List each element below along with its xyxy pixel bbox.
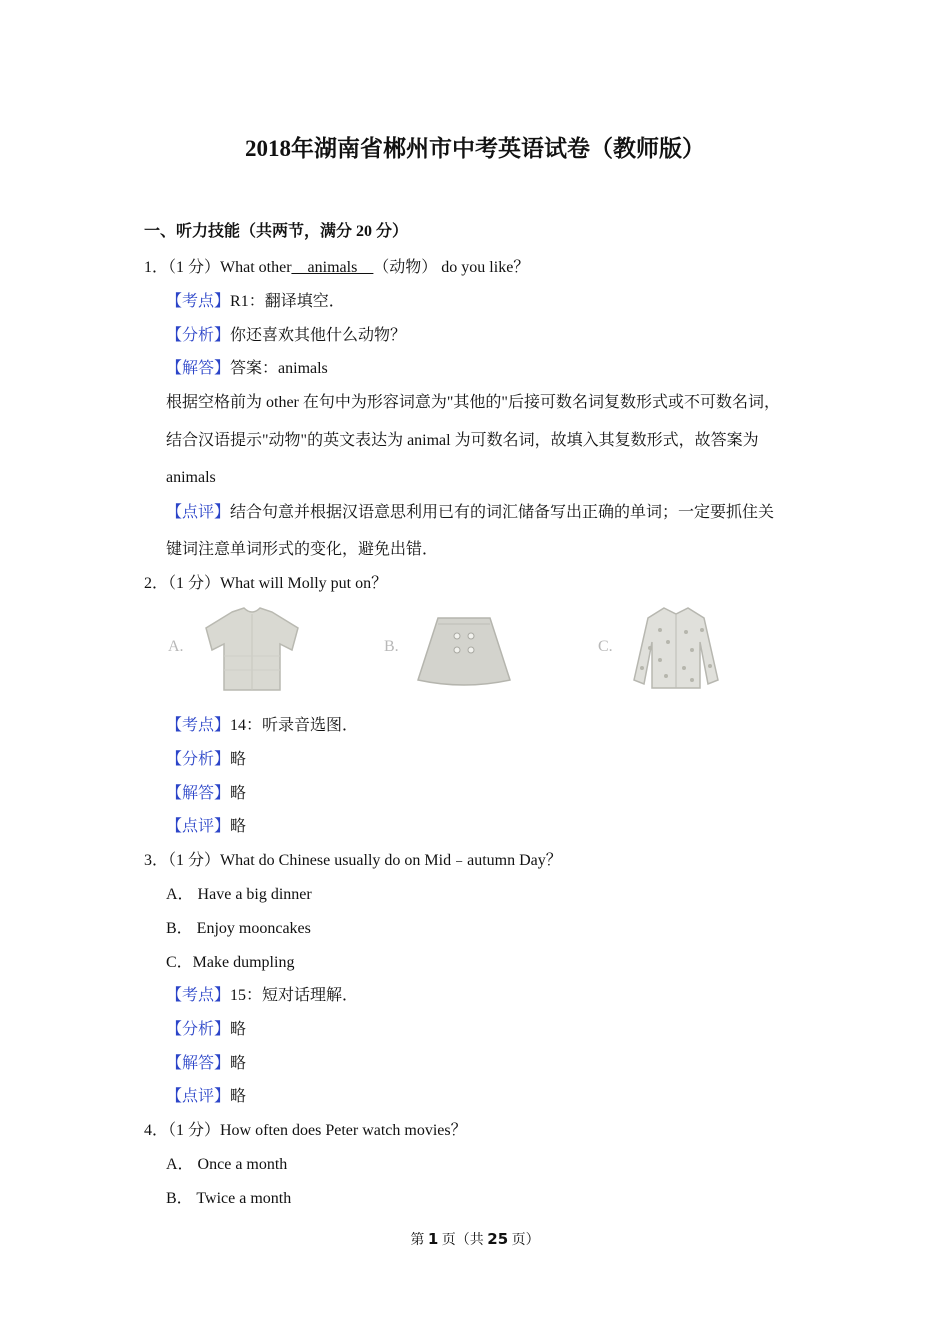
total-pages: 25 [487,1230,509,1248]
footer-suffix: 页） [511,1233,540,1248]
option-b-label: B. [384,638,399,655]
dianping-tag: 【点评】 [166,818,231,835]
q3-option-a: A． Have a big dinner [166,886,312,903]
q2-fenxi [166,748,246,772]
q3-option-b: B． Enjoy mooncakes [166,920,311,937]
shirt-icon [202,606,302,692]
kaodian-tag: 【考点】 [166,717,231,734]
page-footer [0,1229,950,1251]
q1-explain-line-1: 根据空格前为 other 在句中为形容词意为"其他的"后接可数名词复数形式或不可数名词， [166,394,780,411]
question-1 [144,256,529,280]
q3-option-c: C．Make dumpling [166,954,295,971]
q4-option-b: B． Twice a month [166,1190,292,1207]
q3-dianping [166,1085,246,1109]
fenxi-tag: 【分析】 [166,327,231,344]
q3-jieda [166,1052,246,1076]
q2-kaodian [166,714,358,738]
kaodian-text: 15：短对话理解． [230,987,359,1004]
question-3: 3．（1 分）What do Chinese usually do on Mid﹣autumn Day？ [144,852,562,869]
option-a-label: A. [168,638,184,655]
q1-explain-line-3: animals [166,469,216,486]
kaodian-tag: 【考点】 [166,987,231,1004]
jieda-text: 答案：animals [230,360,328,377]
q1-fenxi [166,324,406,348]
page-title: 2018年湖南省郴州市中考英语试卷（教师版） [245,136,705,161]
fenxi-text: 你还喜欢其他什么动物？ [230,327,407,344]
question-2: 2．（1 分）What will Molly put on？ [144,575,388,592]
footer-prefix: 第 [410,1233,425,1248]
dianping-tag: 【点评】 [166,504,231,521]
dianping-text: 略 [230,1088,247,1105]
kaodian-text: R1：翻译填空． [230,293,345,310]
question-4: 4．（1 分）How often does Peter watch movies？ [144,1122,467,1139]
jieda-tag: 【解答】 [166,785,231,802]
jieda-tag: 【解答】 [166,360,231,377]
question-2-picture-options [160,600,760,696]
dianping-text: 略 [230,818,247,835]
q4-option-a: A． Once a month [166,1156,288,1173]
fenxi-text: 略 [230,751,247,768]
dianping-text: 结合句意并根据汉语意思利用已有的词汇储备写出正确的单词；一定要抓住关 [230,504,775,521]
q1-explain-line-2: 结合汉语提示"动物"的英文表达为 animal 为可数名词，故填入其复数形式，故答案为 [166,432,759,449]
jieda-text: 略 [230,785,247,802]
question-1-answer-blank: __animals__ [291,259,374,276]
skirt-icon [414,614,514,688]
option-c-label: C. [598,638,613,655]
fenxi-tag: 【分析】 [166,1021,231,1038]
question-1-stem-rest: （动物） do you like？ [373,259,530,276]
kaodian-text: 14：听录音选图． [230,717,359,734]
q3-fenxi [166,1018,246,1042]
current-page-number: 1 [427,1230,439,1248]
kaodian-tag: 【考点】 [166,293,231,310]
dianping-tag: 【点评】 [166,1088,231,1105]
q1-dianping [166,501,774,525]
fenxi-text: 略 [230,1021,247,1038]
q2-jieda [166,782,246,806]
section-heading: 一、听力技能（共两节，满分 20 分） [144,223,409,240]
fenxi-tag: 【分析】 [166,751,231,768]
footer-mid: 页（共 [441,1233,484,1248]
jieda-text: 略 [230,1055,247,1072]
q2-dianping [166,815,246,839]
jacket-icon [630,602,722,694]
q1-jieda [166,357,328,381]
q1-dianping-line-2: 键词注意单词形式的变化，避免出错． [166,541,439,558]
question-1-stem: 1．（1 分）What other [144,259,292,276]
jieda-tag: 【解答】 [166,1055,231,1072]
q1-kaodian [166,290,345,314]
q3-kaodian [166,984,358,1008]
